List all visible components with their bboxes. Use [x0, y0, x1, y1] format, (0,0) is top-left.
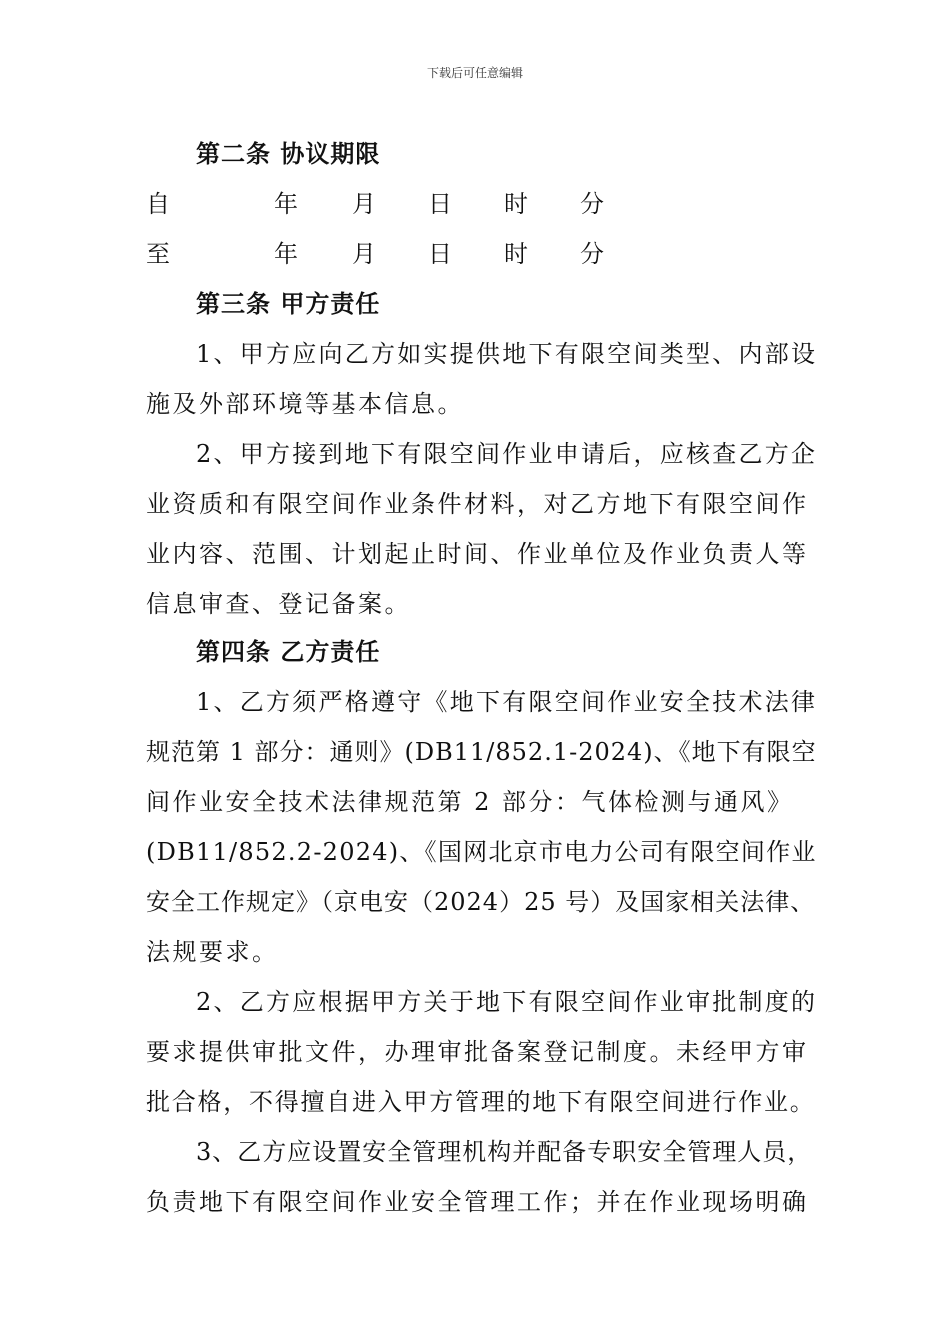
- paragraph-line: 业内容、范围、计划起止时间、作业单位及作业负责人等: [146, 540, 809, 568]
- paragraph-line: (DB11/852.2-2024)、《国网北京市电力公司有限空间作业: [146, 838, 817, 866]
- paragraph-line: 法规要求。: [146, 938, 279, 966]
- paragraph-line: 业资质和有限空间作业条件材料，对乙方地下有限空间作: [146, 490, 809, 518]
- paragraph-line: 3、乙方应设置安全管理机构并配备专职安全管理人员，: [196, 1138, 813, 1166]
- paragraph-line: 1、乙方须严格遵守《地下有限空间作业安全技术法律: [196, 688, 818, 716]
- term-to-day: 日: [428, 240, 452, 268]
- paragraph-line: 信息审查、登记备案。: [146, 590, 411, 618]
- term-from-row: [146, 184, 646, 216]
- term-from-minute: 分: [580, 190, 604, 218]
- term-from-day: 日: [428, 190, 452, 218]
- term-to-year: 年: [274, 240, 298, 268]
- paragraph-line: 规范第 1 部分：通则》(DB11/852.1-2024)、《地下有限空: [146, 738, 817, 766]
- paragraph-line: 批合格，不得擅自进入甲方管理的地下有限空间进行作业。: [146, 1088, 816, 1116]
- term-to-minute: 分: [580, 240, 604, 268]
- paragraph-line: 负责地下有限空间作业安全管理工作；并在作业现场明确: [146, 1188, 809, 1216]
- term-to-prefix: 至: [146, 240, 170, 268]
- paragraph-line: 间作业安全技术法律规范第 2 部分：气体检测与通风》: [146, 788, 794, 816]
- paragraph-line: 施及外部环境等基本信息。: [146, 390, 464, 418]
- paragraph-line: 2、甲方接到地下有限空间作业申请后，应核查乙方企: [196, 440, 818, 468]
- paragraph-line: 要求提供审批文件，办理审批备案登记制度。未经甲方审: [146, 1038, 809, 1066]
- term-to-hour: 时: [504, 240, 528, 268]
- term-to-row: [146, 234, 646, 266]
- term-from-prefix: 自: [146, 190, 170, 218]
- paragraph-line: 1、甲方应向乙方如实提供地下有限空间类型、内部设: [196, 340, 818, 368]
- term-from-month: 月: [352, 190, 376, 218]
- paragraph-line: 安全工作规定》（京电安（2024）25 号）及国家相关法律、: [146, 888, 816, 916]
- term-from-year: 年: [274, 190, 298, 218]
- article2-heading: 第二条 协议期限: [196, 139, 381, 168]
- article4-heading: 第四条 乙方责任: [196, 637, 381, 666]
- term-to-month: 月: [352, 240, 376, 268]
- article3-heading: 第三条 甲方责任: [196, 289, 381, 318]
- header-note: 下载后可任意编辑: [426, 66, 523, 80]
- paragraph-line: 2、乙方应根据甲方关于地下有限空间作业审批制度的: [196, 988, 818, 1016]
- term-from-hour: 时: [504, 190, 528, 218]
